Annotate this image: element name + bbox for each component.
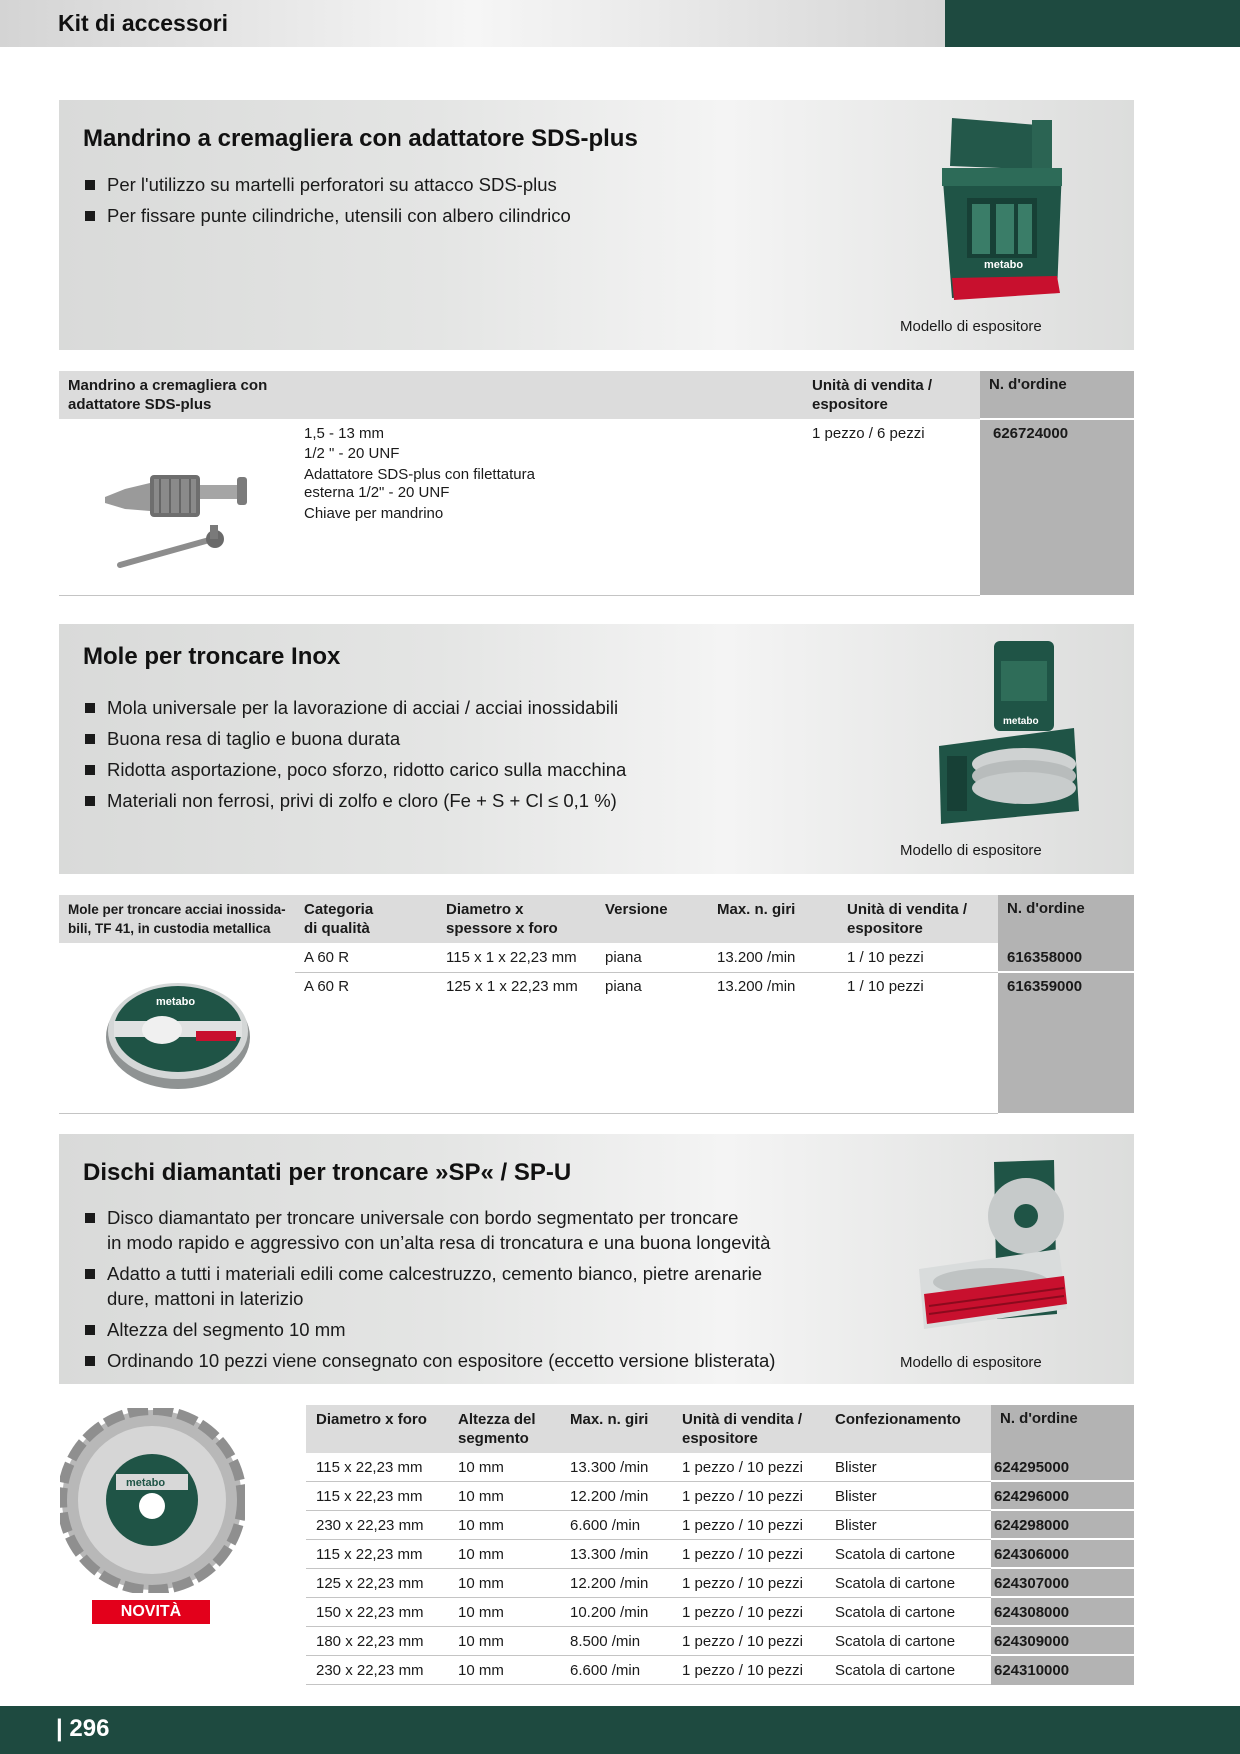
table-cell: 8.500 /min <box>570 1633 641 1650</box>
table-cell: 10 mm <box>458 1604 504 1621</box>
section-title: Mole per troncare Inox <box>83 643 341 670</box>
section-diamond-discs-hero <box>59 1134 1134 1384</box>
row-divider <box>998 971 1134 973</box>
order-column <box>998 943 1134 1113</box>
svg-text:metabo: metabo <box>126 1477 166 1489</box>
row-divider <box>306 1568 991 1569</box>
table-cell: 125 x 1 x 22,23 mm <box>446 978 578 995</box>
table-cell: 13.200 /min <box>717 949 796 966</box>
feature-item: Mola universale per la lavorazione di acciai / acciai inossidabili <box>83 695 626 720</box>
table-cell: 10 mm <box>458 1662 504 1679</box>
spec-line: 1/2 " - 20 UNF <box>304 445 400 462</box>
table-header <box>59 895 998 943</box>
column-header-category: Categoria di qualità <box>304 901 374 937</box>
table-cell: Scatola di cartone <box>835 1633 956 1650</box>
order-column <box>980 419 1134 595</box>
spec-line: Adattatore SDS-plus con filettatura <box>304 466 535 483</box>
table-cell: 1 pezzo / 10 pezzi <box>682 1488 803 1505</box>
table-cell: 12.200 /min <box>570 1575 649 1592</box>
table-cell: Scatola di cartone <box>835 1546 956 1563</box>
table-cell: A 60 R <box>304 978 350 995</box>
table-cell: Blister <box>835 1488 877 1505</box>
table-cell: 115 x 1 x 22,23 mm <box>446 949 577 966</box>
order-number: 624296000 <box>994 1488 1070 1505</box>
row-divider <box>306 1655 991 1656</box>
row-divider <box>991 1625 1134 1627</box>
table-bottom-rule <box>306 1684 991 1685</box>
table-header <box>306 1405 991 1453</box>
bullet-square-icon <box>85 765 95 775</box>
column-header-diameter: Diametro x spessore x foro <box>446 901 558 937</box>
table-cell: 230 x 22,23 mm <box>316 1517 424 1534</box>
table-cell: 115 x 22,23 mm <box>316 1488 423 1505</box>
column-header-diameter: Diametro x foro <box>316 1411 427 1428</box>
bullet-square-icon <box>85 1269 95 1279</box>
table-cell: 10 mm <box>458 1459 504 1476</box>
row-divider <box>306 1510 991 1511</box>
feature-item: Per fissare punte cilindriche, utensili con albero cilindrico <box>83 203 571 228</box>
table-cell: 1 pezzo / 10 pezzi <box>682 1546 803 1563</box>
order-number: 616359000 <box>1007 978 1083 995</box>
row-divider <box>306 1539 991 1540</box>
page-number: | 296 <box>56 1715 110 1742</box>
column-header-segment-height: Altezza del segmento <box>458 1411 536 1447</box>
unit-value: 1 pezzo / 6 pezzi <box>812 425 925 442</box>
column-header-product: Mandrino a cremagliera con adattatore SDS-plus <box>68 377 268 413</box>
table-cell: 1 / 10 pezzi <box>847 978 924 995</box>
row-divider <box>991 1509 1134 1511</box>
feature-item: Per l'utilizzo su martelli perforatori su attacco SDS-plus <box>83 172 571 197</box>
table-cell: 10 mm <box>458 1633 504 1650</box>
table-cell: 6.600 /min <box>570 1662 641 1679</box>
table-header <box>59 371 980 419</box>
feature-list <box>83 172 571 234</box>
order-number: 626724000 <box>993 425 1069 442</box>
table-cell: 1 pezzo / 10 pezzi <box>682 1459 803 1476</box>
footer-bar <box>0 1706 1240 1754</box>
order-number: 624310000 <box>994 1662 1070 1679</box>
table-cell: 230 x 22,23 mm <box>316 1662 424 1679</box>
order-number: 624306000 <box>994 1546 1070 1563</box>
bullet-square-icon <box>85 703 95 713</box>
table-cell: 10 mm <box>458 1488 504 1505</box>
bullet-square-icon <box>85 796 95 806</box>
svg-text:metabo: metabo <box>984 259 1024 271</box>
row-divider <box>991 1480 1134 1482</box>
table-cell: 13.300 /min <box>570 1459 649 1476</box>
spec-line: esterna 1/2" - 20 UNF <box>304 484 450 501</box>
row-divider <box>306 1481 991 1482</box>
header-accent <box>945 0 1240 47</box>
diamond-disc-image <box>60 1408 245 1593</box>
section-title: Dischi diamantati per troncare »SP« / SP-U <box>83 1159 572 1186</box>
section-cutting-wheels-hero <box>59 624 1134 874</box>
column-header-version: Versione <box>605 901 668 918</box>
order-number: 624308000 <box>994 1604 1070 1621</box>
spec-line: 1,5 - 13 mm <box>304 425 385 442</box>
column-header-order: N. d'ordine <box>980 371 1134 419</box>
column-header-unit: Unità di vendita / espositore <box>812 377 933 413</box>
display-box-image <box>899 1154 1129 1354</box>
feature-item: Altezza del segmento 10 mm <box>83 1317 775 1342</box>
feature-item: Materiali non ferrosi, privi di zolfo e cloro (Fe + S + Cl ≤ 0,1 %) <box>83 788 626 813</box>
spec-line: Chiave per mandrino <box>304 505 444 522</box>
row-divider <box>991 1596 1134 1598</box>
section-title: Mandrino a cremagliera con adattatore SDS-plus <box>83 125 638 152</box>
feature-item: Disco diamantato per troncare universale con bordo segmentato per troncare in modo rapido e aggressivo con un’alta resa di troncatura e una buona longevità <box>83 1205 775 1255</box>
bullet-square-icon <box>85 1325 95 1335</box>
cutting-wheel-tin-image <box>100 975 255 1095</box>
table-cell: 125 x 22,23 mm <box>316 1575 424 1592</box>
table-cell: 10.200 /min <box>570 1604 649 1621</box>
column-header-order: N. d'ordine <box>998 895 1134 943</box>
display-caption: Modello di espositore <box>900 1354 1042 1371</box>
order-number: 624309000 <box>994 1633 1070 1650</box>
svg-text:metabo: metabo <box>1003 716 1039 727</box>
row-divider <box>306 1597 991 1598</box>
table-cell: Blister <box>835 1517 877 1534</box>
row-divider <box>991 1538 1134 1540</box>
table-cell: 10 mm <box>458 1517 504 1534</box>
table-cell: Scatola di cartone <box>835 1604 956 1621</box>
column-header-order: N. d'ordine <box>991 1405 1134 1453</box>
feature-item: Ridotta asportazione, poco sforzo, ridotto carico sulla macchina <box>83 757 626 782</box>
table-cell: Blister <box>835 1459 877 1476</box>
feature-item: Buona resa di taglio e buona durata <box>83 726 626 751</box>
row-divider <box>991 1567 1134 1569</box>
table-cell: 13.200 /min <box>717 978 796 995</box>
feature-list <box>83 695 626 819</box>
bullet-square-icon <box>85 1356 95 1366</box>
table-cell: 10 mm <box>458 1575 504 1592</box>
section-chuck-hero <box>59 100 1134 350</box>
table-cell: 6.600 /min <box>570 1517 641 1534</box>
table-cell: 13.300 /min <box>570 1546 649 1563</box>
column-header-packaging: Confezionamento <box>835 1411 961 1428</box>
column-header-max-rpm: Max. n. giri <box>717 901 796 918</box>
table-cell: 1 pezzo / 10 pezzi <box>682 1633 803 1650</box>
bullet-square-icon <box>85 211 95 221</box>
table-cell: 115 x 22,23 mm <box>316 1459 423 1476</box>
feature-item: Ordinando 10 pezzi viene consegnato con espositore (eccetto versione blisterata) <box>83 1348 775 1373</box>
display-caption: Modello di espositore <box>900 318 1042 335</box>
bullet-square-icon <box>85 734 95 744</box>
new-badge: NOVITÀ <box>92 1600 210 1624</box>
row-divider <box>295 972 998 973</box>
table-cell: 150 x 22,23 mm <box>316 1604 424 1621</box>
column-header-max-rpm: Max. n. giri <box>570 1411 649 1428</box>
table-cell: Scatola di cartone <box>835 1662 956 1679</box>
table-cell: 1 pezzo / 10 pezzi <box>682 1604 803 1621</box>
table-cell: 12.200 /min <box>570 1488 649 1505</box>
order-number: 624295000 <box>994 1459 1070 1476</box>
table-cell: 1 pezzo / 10 pezzi <box>682 1662 803 1679</box>
table-cell: Scatola di cartone <box>835 1575 956 1592</box>
order-number: 624298000 <box>994 1517 1070 1534</box>
column-header-product: Mole per troncare acciai inossida- bili, TF 41, in custodia metallica <box>68 902 286 936</box>
display-caption: Modello di espositore <box>900 842 1042 859</box>
table-bottom-rule <box>59 595 980 596</box>
chuck-and-key-image <box>90 455 260 575</box>
table-cell: piana <box>605 978 642 995</box>
table-cell: A 60 R <box>304 949 350 966</box>
feature-list <box>83 1205 775 1379</box>
display-box-image <box>912 108 1122 313</box>
table-cell: 1 pezzo / 10 pezzi <box>682 1575 803 1592</box>
feature-item: Adatto a tutti i materiali edili come calcestruzzo, cemento bianco, pietre arenarie dure, mattoni in laterizio <box>83 1261 775 1311</box>
bullet-square-icon <box>85 180 95 190</box>
table-cell: 1 pezzo / 10 pezzi <box>682 1517 803 1534</box>
order-number: 624307000 <box>994 1575 1070 1592</box>
table-cell: 115 x 22,23 mm <box>316 1546 423 1563</box>
row-divider <box>306 1626 991 1627</box>
bullet-square-icon <box>85 1213 95 1223</box>
table-cell: 10 mm <box>458 1546 504 1563</box>
table-cell: piana <box>605 949 642 966</box>
column-header-unit: Unità di vendita / espositore <box>682 1411 803 1447</box>
display-box-image <box>919 636 1119 836</box>
svg-text:metabo: metabo <box>156 996 196 1008</box>
order-number: 616358000 <box>1007 949 1083 966</box>
table-cell: 1 / 10 pezzi <box>847 949 924 966</box>
row-divider <box>980 418 1134 420</box>
table-cell: 180 x 22,23 mm <box>316 1633 424 1650</box>
column-header-unit: Unità di vendita / espositore <box>847 901 968 937</box>
row-divider <box>991 1654 1134 1656</box>
table-bottom-rule <box>59 1113 998 1114</box>
page-title: Kit di accessori <box>58 10 229 36</box>
